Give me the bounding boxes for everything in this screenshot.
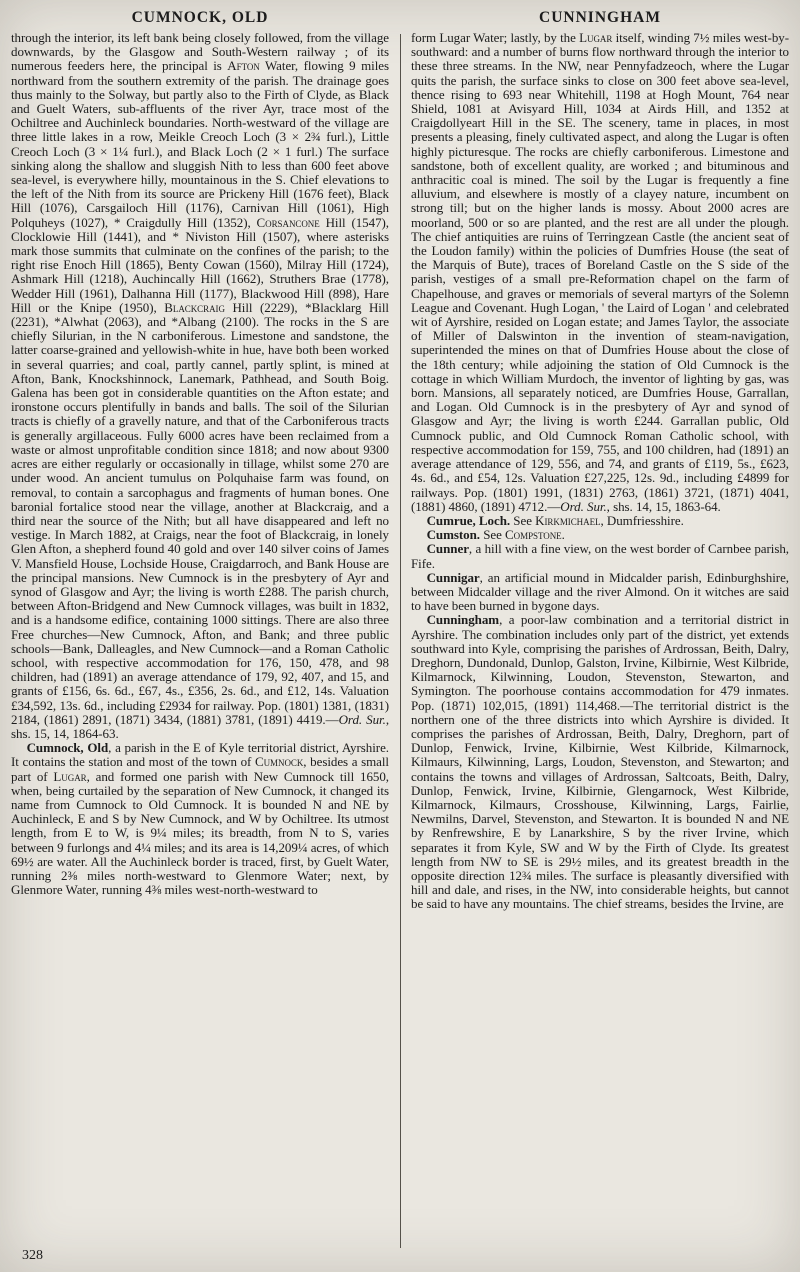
- page-number: 328: [22, 1248, 43, 1263]
- italic-term: Ord. Sur.: [338, 711, 386, 727]
- italic-term: Ord. Sur.: [560, 498, 607, 514]
- entry-name: Cumston.: [426, 527, 481, 543]
- paragraph: Cumston. See Compstone.: [426, 527, 565, 543]
- small-caps-term: Afton: [227, 58, 260, 74]
- small-caps-term: Lugar: [579, 30, 613, 45]
- entry-name: Cunnigar: [426, 569, 480, 585]
- small-caps-term: Corsancone: [256, 214, 320, 230]
- small-caps-term: Compstone: [505, 527, 562, 543]
- running-heads: [0, 0, 800, 27]
- paragraph: form Lugar Water; lastly, by the Lugar itself, winding 7½ miles west-by-southward: and a number of burns flow northward through the interior to these three streams. In the NW, near Pennyfadzeoch, where the Lugar quits the parish, the surface sinks to close on 300 feet above sea-level, thence rising to 693 near Whitehill, 1198 at Hogh Mount, 764 near Shield, 1081 at Avisyard Hill, 1034 at Airds Hill, and 1352 at Craigdollyeart Hill in the SE. The scenery, tame in places, in most presents a pleasing, finely cultivated aspect, and along the Lugar is often highly picturesque. The rocks are chiefly carboniferous. Limestone and sandstone, both of excellent quality, are worked ; and bituminous and anthracitic coal is mined. The soil by the Lugar is frequently a fine alluvium, and elsewhere is mostly of a clayey nature, incumbent on strong till; but on the higher lands is mossy. About 2000 acres are moorland, 500 or so are planted, and the rest are all under the plough. The chief antiquities are ruins of Terringzean Castle (the ancient seat of the Loudon family) within the policies of Dumfries House (the seat of the Marquis of Bute), traces of Boreland Castle on the S side of the parish, vestiges of a small pre-Reformation chapel on the farm of Chapelhouse, and graves or memorials of several martyrs of the Solemn League and Covenant. Hugh Logan, ' the Laird of Logan ' and celebrated wit of Ayrshire, resided on Logan estate; and James Taylor, the associate of Miller of Dalswinton in the invention of steam-navigation, superintended the mines on that of Dumfries House about the close of the 18th century; while adjoining the station of Old Cumnock is the cottage in which William Murdoch, the inventor of lighting by gas, was born. Mansions, all separately noticed, are Dumfries House, Garrallan, and Logan. Old Cumnock is in the presbytery of Ayr and synod of Glasgow and Ayr; the living is worth £244. Garrallan public, Old Cumnock public, and Old Cumnock Roman Catholic school, with respective accommodation for 159, 755, and 100 children, had (1891) an average attendance of 129, 556, and 74, and grants of £119, 5s., £623, 4s. 6d., and £54, 12s. Valuation £27,225, 12s. 9d., including £4899 for railways. Pop. (1801) 1991, (1831) 2763, (1861) 3721, (1871) 4041, (1881) 4860, (1891) 4712.—Ord. Sur., shs. 14, 15, 1863-64.: [411, 30, 790, 514]
- paragraph: Cunningham, a poor-law combination and a territorial district in Ayrshire. The combination includes only part of the district, yet extends southward into Kyle, comprising the parishes of Ardrossan, Beith, Dalry, Dreghorn, Dundonald, Dunlop, Galston, Irvine, Kilbirnie, West Kilbride, Kilmarnock, Kilwinning, Loudon, Stevenston, Stewarton, and Symington. The poorhouse contains accommodation for 479 inmates. Pop. (1871) 102,015, (1891) 114,468.—The territorial district is the northern one of the three districts into which Ayrshire is divided. It comprises the parishes of Ardrossan, Beith, Dalry, Dreghorn, part of Dunlop, Fenwick, Irvine, Kilbirnie, West Kilbride, Kilmarnock, Kilmaurs, Kilwinning, Largs, Loudon, Stevenston, and Stewarton; and contains the towns and villages of Ardrossan, Saltcoats, Beith, Dalry, Dunlop, Fenwick, Irvine, Kilbirnie, Glengarnock, West Kilbride, Kilmarnock, Kilmaurs, Crosshouse, Kilwinning, Largs, Fairlie, Newmilns, Darvel, Stevenston, and Stewarton. It is bounded N and NE by Renfrewshire, E by Lanarkshire, S by the river Irvine, which separates it from Kyle, SW and W by the Firth of Clyde. Its greatest length from NW to SE is 29½ miles, and its greatest breadth in the opposite direction 12¾ miles. The surface is pleasantly diversified with hill and dale, and rises, in the NW, into considerable heights, but cannot be said to have any mountains. The chief streams, besides the Irvine, are: [411, 612, 789, 912]
- entry-name: Cunner: [426, 541, 469, 557]
- small-caps-term: Blackcraig: [164, 299, 225, 315]
- left-column-header: CUMNOCK, OLD: [131, 9, 269, 26]
- paragraph: Cunnigar, an artificial mound in Midcalder parish, Edinburghshire, between Midcalder village and the river Almond. On it witches are said to have been burned in bygone days.: [411, 569, 789, 614]
- paragraph: Cumrue, Loch. See Kirkmichael, Dumfriesshire.: [426, 512, 684, 528]
- paragraph: through the interior, its left bank being closely followed, from the village downwards, by the Glasgow and South-Western railway ; of its numerous feeders here, the principal is Afton Water, flowing 9 miles northward from the southern extremity of the parish. The drainage goes thus mainly to the Solway, but partly also to the Firth of Clyde, as Black and Guelt Waters, sub-affluents of the river Ayr, trace most of the Ochiltree and Auchinleck boundaries. North-westward of the village are three little lakes in a row, Meikle Creoch Loch (3 × 2¾ furl.), Little Creoch Loch (3 × 1¼ furl.), and Black Loch (2 × 1 furl.) The surface sinking along the shallow and sluggish Nith to less than 600 feet above sea-level, is everywhere hilly, mountainous in the S. Chief elevations to the left of the Nith from its source are Prickeny Hill (1676 feet), Black Hill (1076), Carsgailoch Hill (1176), Carnivan Hill (1061), High Polquheys (1027), * Craigdully Hill (1352), Corsancone Hill (1547), Clocklowie Hill (1441), and * Niviston Hill (1507), where asterisks mark those summits that culminate on the confines of the parish; to the right rise Enoch Hill (1865), Benty Cowan (1560), Milray Hill (1724), Ashmark Hill (1218), Auchincally Hill (1662), Struthers Brae (1778), Wedder Hill (1961), Dalhanna Hill (1177), Blackwood Hill (898), Hare Hill or the Knipe (1950), Blackcraig Hill (2229), *Blacklarg Hill (2231), *Alwhat (2063), and *Albang (2100). The rocks in the S are chiefly Silurian, in the N carboniferous. Limestone and sandstone, the latter coarse-grained and yellowish-white in hue, have both been worked in several quarries; and coal, partly cannel, partly splint, is mined at Afton, Bank, Knockshinnock, Lanemark, Pathhead, and South Boig. Galena has been got in considerable quantities on the Afton estate; and ironstone occurs plentifully in bands and balls. The soil of the Silurian tracts is chiefly of a gravelly nature, and that of the Carboniferous tracts is generally argillaceous. Fully 6000 acres have been reclaimed from a waste or almost unprofitable condition since 1818; and now about 9300 acres are either regularly or occasionally in tillage, whilst some 270 are under wood. An ancient tumulus on Polquhaise farm was found, on removal, to contain a sarcophagus and fragments of human bones. One baronial fortalice stood near the village, another at Blackcraig, and a third near the source of the Nith; but all have disappeared and left no vestige. In March 1882, at Craigs, near the foot of Blackcraig, in lonely Glen Afton, a shepherd found 40 gold and over 140 silver coins of James V. Mansfield House, Lochside House, Craigdarroch, and Bank House are the principal mansions. New Cumnock is in the presbytery of Ayr and synod of Glasgow and Ayr; the living is worth £288. The parish church, between Afton-Bridgend and New Cumnock villages, was built in 1832, and is a handsome edifice, containing 1000 sittings. There are also three Free churches—New Cumnock, Afton, and Bank; and three public schools—Bank, Dalleagles, and New Cumnock—and a Roman Catholic school, with respective accommodation for 176, 150, 478, and 98 children, had (1891) an average attendance of 179, 92, 407, and 15, and grants of £156, 6s. 6d., £67, 4s., £356, 2s. 6d., and £12, 14s. Valuation £34,592, 13s. 6d., including £2934 for railway. Pop. (1801) 1381, (1831) 2184, (1861) 2891, (1871) 3434, (1881) 3781, (1891) 4419.—Ord. Sur., shs. 15, 14, 1864-63.: [11, 30, 390, 741]
- small-caps-term: Lugar: [53, 768, 87, 784]
- right-column: [411, 31, 789, 912]
- left-column: [11, 31, 389, 912]
- entry-name: Cumrue, Loch.: [426, 512, 511, 528]
- entry-name: Cumnock, Old: [26, 740, 109, 756]
- small-caps-term: Kirkmichael: [535, 512, 601, 528]
- column-divider-rule: [400, 34, 401, 1248]
- small-caps-term: Cumnock: [254, 754, 304, 770]
- paragraph: Cunner, a hill with a fine view, on the west border of Carnbee parish, Fife.: [411, 541, 789, 571]
- paragraph: Cumnock, Old, a parish in the E of Kyle territorial district, Ayrshire. It contains the station and most of the town of Cumnock, besides a small part of Lugar, and formed one parish with New Cumnock till 1650, when, being curtailed by the separation of New Cumnock, it changed its name from Cumnock to Old Cumnock. It is bounded N and NE by Auchinleck, E and S by New Cumnock, and W by Ochiltree. Its utmost length, from E to W, is 9¼ miles; its breadth, from N to S, varies between 9 furlongs and 4¼ miles; and its area is 14,209¼ acres, of which 69½ are water. All the Auchinleck border is traced, first, by Guelt Water, running 2⅜ miles north-westward to Glenmore Water; next, by Glenmore Water, running 4⅜ miles west-north-westward to: [11, 740, 389, 898]
- right-column-header: CUNNINGHAM: [539, 9, 661, 26]
- entry-name: Cunningham: [426, 612, 500, 628]
